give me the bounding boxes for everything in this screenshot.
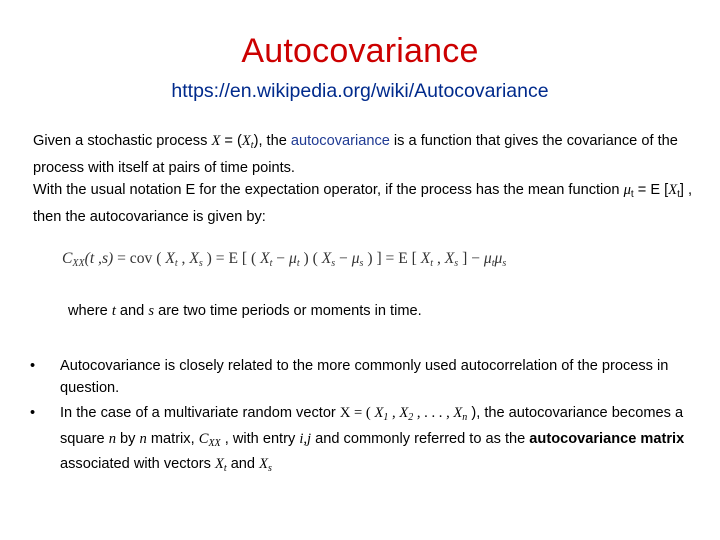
bullet-item-multivariate [30, 403, 700, 480]
autocovariance-formula: $C_{XX}(t$ ,s) = cov ( $X_t$ , $X_s$ ) = E [ ( $X_t - \mu_t$ ) ( $X_s - \mu_s$ ) ] = E [ $X_t$ , $X_s$ ] − $\mu_t\mu_s$ [62, 250, 507, 269]
var-X: X [211, 133, 221, 149]
bullet-dot: • [30, 358, 36, 374]
subscript-t: t [677, 189, 680, 200]
subscript-t: t [250, 140, 254, 151]
text: ] , then the autocovariance is given by: [33, 182, 693, 225]
bullet-dot: • [30, 405, 36, 421]
text: is a function that gives the covariance of the process with itself at pairs of time points. [33, 133, 678, 176]
bullet-item-related [30, 356, 700, 399]
var-X: X [668, 182, 678, 198]
text: = E [ [633, 182, 669, 198]
text: With the usual notation E for the expectation operator, if the process has the mean function [33, 182, 624, 198]
mu-symbol: μ [623, 182, 631, 198]
bullet-text: Autocovariance is closely related to the more commonly used autocorrelation of the process in question. [60, 358, 669, 396]
slide-title: Autocovariance [241, 32, 479, 70]
text: Given a stochastic process [33, 133, 212, 149]
source-url: https://en.wikipedia.org/wiki/Autocovariance [171, 80, 549, 102]
text: = ( [220, 133, 242, 149]
subscript-t: t [630, 189, 634, 200]
where-note: where t and s are two time periods or moments in time. [68, 303, 422, 319]
autocovariance-link[interactable]: autocovariance [290, 133, 390, 149]
bullet-text: In the case of a multivariate random vector X = ( $X_1$ , $X_2$ , . . . , $X_n$ ), the autocovariance becomes a square n by n matrix, $C_{XX}$ , with entry i,j and commonly referred to as the autocovariance matrix associated with vectors $X_t$ and $X_s$ [60, 405, 685, 474]
notation-paragraph [33, 179, 693, 228]
text: ), the [253, 133, 291, 149]
definition-paragraph [33, 130, 693, 179]
var-X: X [241, 133, 251, 149]
bullet-list [30, 356, 700, 480]
